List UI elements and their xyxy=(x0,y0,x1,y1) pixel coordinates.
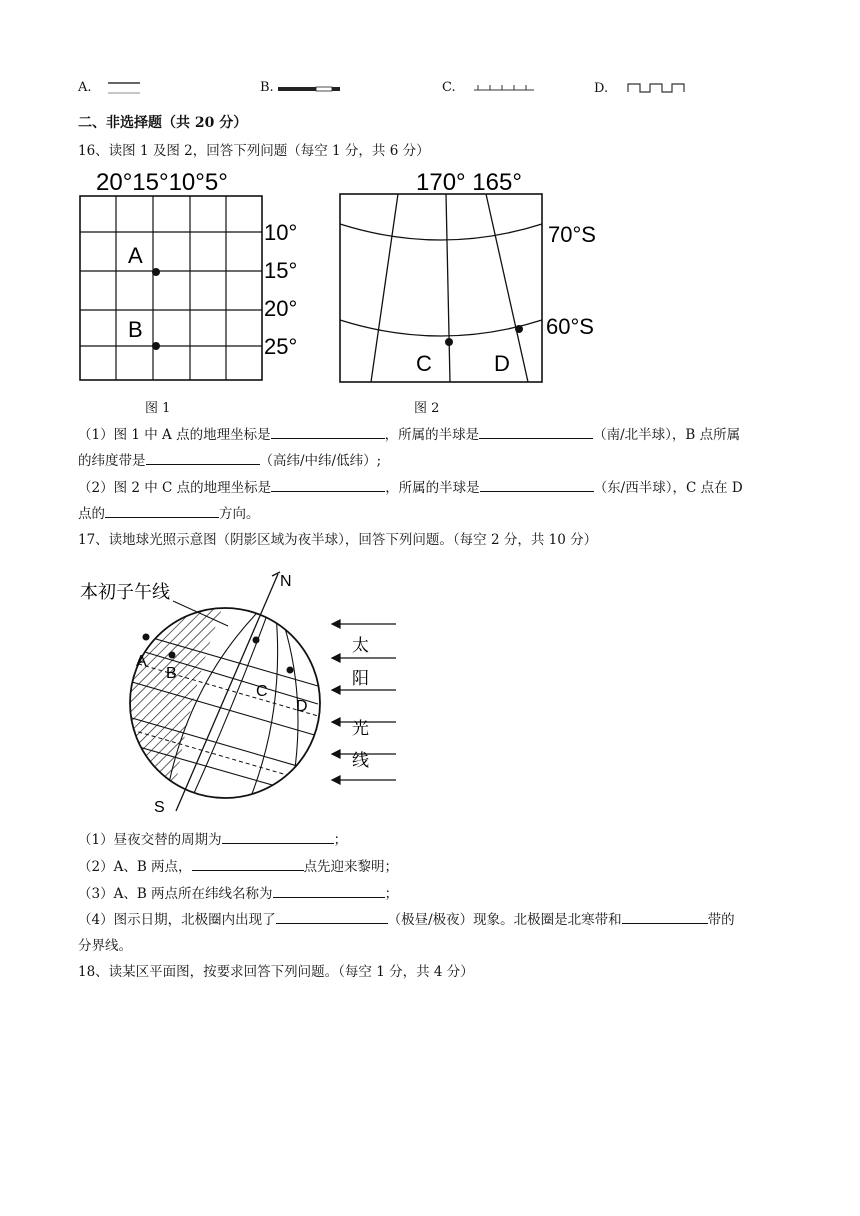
fig1-top-labels: 20°15°10°5° xyxy=(96,169,228,196)
q16-line2-text-b: （高纬/中纬/低纬）; xyxy=(259,453,382,469)
q17-line-1 xyxy=(78,829,347,850)
option-d-scale-icon xyxy=(610,80,690,96)
option-d xyxy=(594,80,690,96)
q17-q4-text-c: 带的 xyxy=(707,912,735,928)
q17-q3-text-a: （3）A、B 两点所在纬线名称为 xyxy=(78,886,273,902)
section-heading: 二、非选择题（共 20 分） xyxy=(78,115,248,131)
q16-figure-2 xyxy=(338,166,618,388)
q17-south-label: S xyxy=(154,799,165,816)
q17-point-b-label: B xyxy=(166,665,177,682)
q17-stem: 17、读地球光照示意图（阴影区域为夜半球），回答下列问题。（每空 2 分，共 10 分） xyxy=(78,532,598,548)
q17-q4-text-a: （4）图示日期，北极圈内出现了 xyxy=(78,912,276,928)
fig2-lat-60s: 60°S xyxy=(546,314,594,339)
q16-line4-text-a: 点的 xyxy=(78,506,105,522)
fig1-lat-15: 15° xyxy=(264,258,298,283)
fig2-point-c-label: C xyxy=(416,351,432,376)
q17-q2-text-b: 点先迎来黎明； xyxy=(303,859,399,875)
option-b xyxy=(260,80,342,95)
option-c-label: C. xyxy=(442,80,456,95)
option-a-scale-icon xyxy=(94,81,146,95)
option-b-label: B. xyxy=(260,80,274,95)
q17-q4-text-b: （极昼/极夜）现象。北极圈是北寒带和 xyxy=(387,912,622,928)
q16-line3-text-c: （东/西半球），C 点在 D xyxy=(593,480,743,496)
q18-stem: 18、读某区平面图，按要求回答下列问题。（每空 1 分，共 4 分） xyxy=(78,964,474,980)
q17-blank-period[interactable] xyxy=(222,829,334,844)
q16-line1-text-a: （1）图 1 中 A 点的地理坐标是 xyxy=(78,427,271,443)
fig1-lat-10: 10° xyxy=(264,220,298,245)
q16-line2-text-a: 的纬度带是 xyxy=(78,453,146,469)
q16-stem: 16、读图 1 及图 2，回答下列问题（每空 1 分，共 6 分） xyxy=(78,143,430,159)
q17-point-d-label: D xyxy=(296,698,308,715)
fig2-point-d-dot xyxy=(515,325,523,333)
fig2-point-c-dot xyxy=(445,338,453,346)
q16-line-4 xyxy=(78,503,260,524)
fig2-lat-70s: 70°S xyxy=(548,222,596,247)
fig2-point-d-label: D xyxy=(494,351,510,376)
q16-line1-text-c: （南/北半球），B 点所属 xyxy=(593,427,741,443)
q17-blank-zone[interactable] xyxy=(622,909,708,924)
q16-line1-text-b: ，所属的半球是 xyxy=(384,427,480,443)
q16-blank-a-coord[interactable] xyxy=(271,424,385,439)
q17-line-2 xyxy=(78,856,398,877)
q16-figure-1 xyxy=(78,166,318,388)
q17-blank-dawn-point[interactable] xyxy=(192,856,304,871)
q17-q1-text-a: （1）昼夜交替的周期为 xyxy=(78,832,222,848)
q16-line-1 xyxy=(78,424,740,445)
q17-line-4 xyxy=(78,909,735,930)
option-d-label: D. xyxy=(594,81,609,96)
fig2-caption: 图 2 xyxy=(414,401,440,416)
fig1-lat-20: 20° xyxy=(264,296,298,321)
q16-blank-direction[interactable] xyxy=(105,503,219,518)
q17-point-c-dot xyxy=(253,637,260,644)
q17-blank-latitude-name[interactable] xyxy=(273,883,385,898)
q17-meridian-label: 本初子午线 xyxy=(80,582,170,602)
q16-line3-text-b: ，所属的半球是 xyxy=(385,480,480,496)
fig1-point-b-dot xyxy=(152,342,160,350)
q17-q2-text-a: （2）A、B 两点， xyxy=(78,859,192,875)
sun-char-3: 光 xyxy=(352,719,369,738)
q16-blank-c-coord[interactable] xyxy=(271,477,385,492)
option-c xyxy=(442,80,538,95)
fig1-point-a-dot xyxy=(152,268,160,276)
sun-char-1: 太 xyxy=(352,636,369,655)
q16-blank-c-hemisphere[interactable] xyxy=(480,477,594,492)
fig1-point-b-label: B xyxy=(128,317,143,342)
sun-char-2: 阳 xyxy=(352,669,369,688)
q17-point-d-dot xyxy=(287,667,294,674)
option-a xyxy=(78,80,146,95)
fig1-caption: 图 1 xyxy=(145,401,171,416)
q17-north-label: N xyxy=(280,573,292,590)
q16-line-2 xyxy=(78,450,381,471)
q16-line3-text-a: （2）图 2 中 C 点的地理坐标是 xyxy=(78,480,272,496)
option-c-scale-icon xyxy=(458,81,538,95)
q17-point-a-dot xyxy=(143,634,150,641)
q17-point-b-dot xyxy=(169,652,176,659)
sun-char-4: 线 xyxy=(352,751,369,770)
q16-blank-a-hemisphere[interactable] xyxy=(479,424,593,439)
q16-line-3 xyxy=(78,477,743,498)
q16-line4-text-b: 方向。 xyxy=(219,506,260,522)
q17-point-a-label: A xyxy=(136,653,147,670)
q16-blank-b-zone[interactable] xyxy=(146,450,260,465)
q17-q1-text-b: ； xyxy=(333,832,348,848)
q17-line-3 xyxy=(78,883,398,904)
fig2-top-labels: 170° 165° xyxy=(416,169,522,196)
fig1-point-a-label: A xyxy=(128,243,143,268)
q17-earth-illumination-figure xyxy=(78,566,408,816)
option-b-scale-icon xyxy=(276,81,342,95)
q17-point-c-label: C xyxy=(256,683,268,700)
q17-blank-polar-phenomenon[interactable] xyxy=(276,909,388,924)
fig1-lat-25: 25° xyxy=(264,334,298,359)
option-a-label: A. xyxy=(78,80,92,95)
q17-q3-text-b: ； xyxy=(384,886,399,902)
q17-line-5: 分界线。 xyxy=(78,938,132,954)
